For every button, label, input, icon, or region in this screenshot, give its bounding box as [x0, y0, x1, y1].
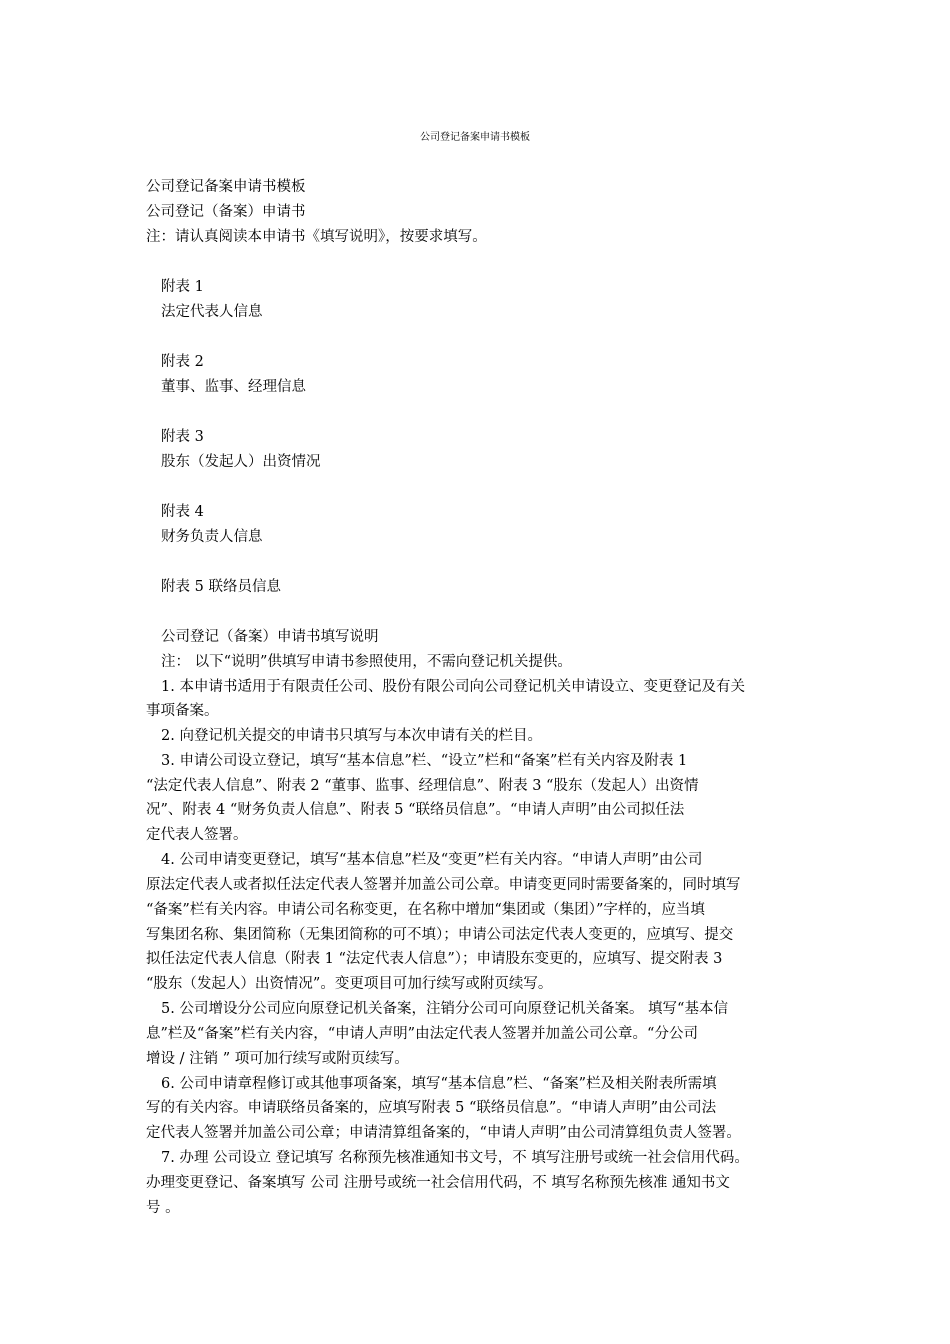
note-line: 注：请认真阅读本申请书《填写说明》，按要求填写。 — [146, 229, 487, 245]
instruction-line: 7. 办理 公司设立 登记填写 名称预先核准通知书文号，不 填写注册号或统一社会信用代码。 — [161, 1150, 749, 1166]
attachment-3-label: 附表 3 — [161, 429, 204, 445]
instruction-line: 2. 向登记机关提交的申请书只填写与本次申请有关的栏目。 — [161, 728, 542, 744]
attachment-5-label: 附表 5 联络员信息 — [161, 579, 281, 595]
instruction-line: 写的有关内容。申请联络员备案的，应填写附表 5 “联络员信息”。“申请人声明”由公司法 — [146, 1100, 717, 1116]
instruction-line: 写集团名称、集团简称（无集团简称的可不填）；申请公司法定代表人变更的，应填写、提交 — [146, 927, 734, 943]
instruction-line: 定代表人签署。 — [146, 827, 248, 843]
attachment-2-label: 附表 2 — [161, 354, 204, 370]
instruction-line: “备案”栏有关内容。申请公司名称变更，在名称中增加“集团或（集团）”字样的，应当填 — [146, 902, 705, 918]
instructions-title: 公司登记（备案）申请书填写说明 — [161, 629, 379, 645]
instruction-line: 增设 / 注销 ” 项可加行续写或附页续写。 — [146, 1051, 409, 1067]
instruction-line: 息”栏及“备案”栏有关内容，“申请人声明”由法定代表人签署并加盖公司公章。“分公司 — [146, 1026, 698, 1042]
instruction-line: 1. 本申请书适用于有限责任公司、股份有限公司向公司登记机关申请设立、变更登记及有关 — [161, 679, 745, 695]
attachment-3-name: 股东（发起人）出资情况 — [161, 454, 321, 470]
instruction-line: 4. 公司申请变更登记，填写“基本信息”栏及“变更”栏有关内容。“申请人声明”由公司 — [161, 852, 703, 868]
attachment-2-name: 董事、监事、经理信息 — [161, 379, 306, 395]
instruction-line: 6. 公司申请章程修订或其他事项备案，填写“基本信息”栏、“备案”栏及相关附表所需填 — [161, 1076, 717, 1092]
instruction-line: “股东（发起人）出资情况”。变更项目可加行续写或附页续写。 — [146, 976, 553, 992]
instruction-line: 原法定代表人或者拟任法定代表人签署并加盖公司公章。申请变更同时需要备案的，同时填写 — [146, 877, 741, 893]
attachment-4-label: 附表 4 — [161, 504, 204, 520]
attachment-1-label: 附表 1 — [161, 279, 204, 295]
attachment-1-name: 法定代表人信息 — [161, 304, 263, 320]
heading-application: 公司登记（备案）申请书 — [146, 204, 306, 220]
instruction-line: 注： 以下“说明”供填写申请书参照使用，不需向登记机关提供。 — [161, 654, 572, 670]
instruction-line: 况”、附表 4 “财务负责人信息”、附表 5 “联络员信息”。“申请人声明”由公司拟任法 — [146, 802, 685, 818]
instruction-line: 定代表人签署并加盖公司公章；申请清算组备案的，“申请人声明”由公司清算组负责人签署。 — [146, 1125, 741, 1141]
instruction-line: 办理变更登记、备案填写 公司 注册号或统一社会信用代码，不 填写名称预先核准 通知书文 — [146, 1175, 730, 1191]
instruction-line: 号 。 — [146, 1200, 180, 1216]
instruction-line: 事项备案。 — [146, 703, 219, 719]
attachment-4-name: 财务负责人信息 — [161, 529, 263, 545]
instruction-line: “法定代表人信息”、附表 2 “董事、监事、经理信息”、附表 3 “股东（发起人）出资情 — [146, 778, 699, 794]
instruction-line: 拟任法定代表人信息（附表 1 “法定代表人信息”）；申请股东变更的，应填写、提交附表 3 — [146, 951, 723, 967]
instruction-line: 3. 申请公司设立登记，填写“基本信息”栏、“设立”栏和“备案”栏有关内容及附表 1 — [161, 753, 688, 769]
page-title: 公司登记备案申请书模板 — [420, 132, 530, 143]
instruction-line: 5. 公司增设分公司应向原登记机关备案，注销分公司可向原登记机关备案。 填写“基本信 — [161, 1001, 728, 1017]
heading-template: 公司登记备案申请书模板 — [146, 179, 306, 195]
